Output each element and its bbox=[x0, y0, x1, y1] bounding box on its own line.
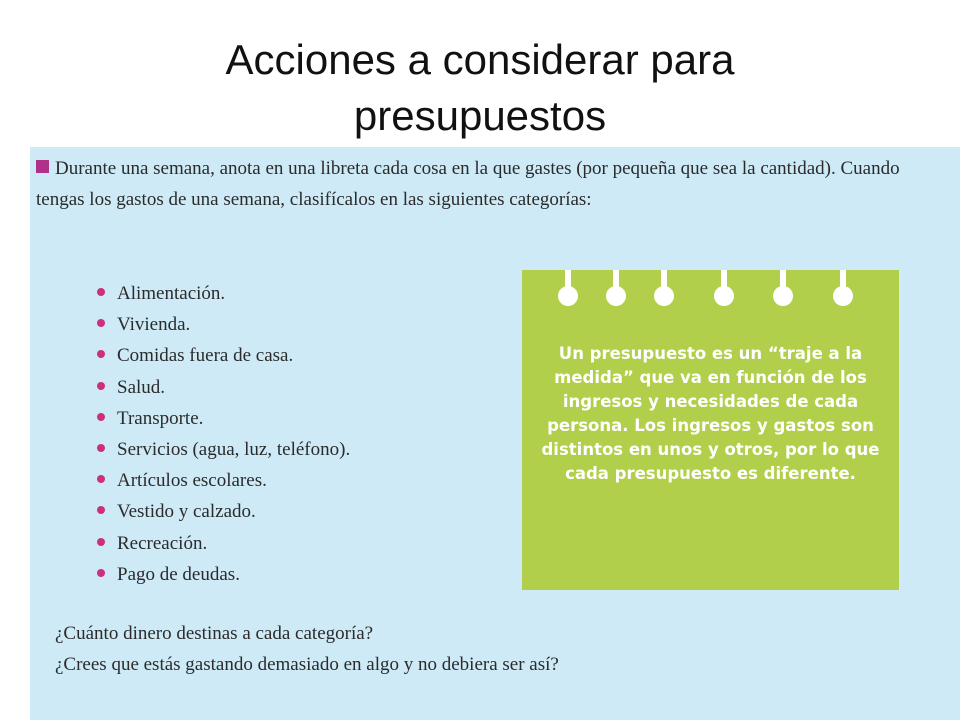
bullet-dot-icon bbox=[97, 319, 105, 327]
bullet-dot-icon bbox=[97, 413, 105, 421]
bullet-dot-icon bbox=[97, 444, 105, 452]
category-list bbox=[97, 278, 350, 590]
category-label: Comidas fuera de casa. bbox=[117, 345, 294, 367]
category-item bbox=[97, 403, 350, 434]
category-label: Transporte. bbox=[117, 407, 204, 429]
intro-paragraph bbox=[36, 153, 950, 215]
question-1: ¿Cuánto dinero destinas a cada categoría? bbox=[55, 623, 374, 644]
content-panel bbox=[30, 147, 960, 720]
bullet-dot-icon bbox=[97, 569, 105, 577]
category-label: Salud. bbox=[117, 376, 166, 398]
bullet-dot-icon bbox=[97, 382, 105, 390]
category-item bbox=[97, 559, 350, 590]
bullet-dot-icon bbox=[97, 506, 105, 514]
category-label: Recreación. bbox=[117, 532, 208, 554]
bullet-dot-icon bbox=[97, 350, 105, 358]
category-label: Artículos escolares. bbox=[117, 470, 267, 492]
category-item bbox=[97, 309, 350, 340]
bullet-dot-icon bbox=[97, 475, 105, 483]
category-item bbox=[97, 434, 350, 465]
title-line-1: Acciones a considerar para bbox=[225, 36, 735, 83]
category-label: Pago de deudas. bbox=[117, 563, 240, 585]
bullet-dot-icon bbox=[97, 538, 105, 546]
title-line-2: presupuestos bbox=[353, 92, 607, 139]
category-item bbox=[97, 465, 350, 496]
category-item bbox=[97, 496, 350, 527]
category-label: Servicios (agua, luz, teléfono). bbox=[117, 438, 351, 460]
note-text: Un presupuesto es un “traje a la medida” que va en función de los ingresos y necesidades de cada persona. Los ingresos y gastos son distintos en unos y otros, por lo que cada presupuesto es diferente. bbox=[541, 344, 880, 483]
notepad-note bbox=[522, 270, 899, 590]
notepad-rings-icon bbox=[522, 270, 899, 320]
question-2: ¿Crees que estás gastando demasiado en algo y no debiera ser así? bbox=[55, 654, 559, 675]
questions bbox=[55, 618, 559, 680]
slide-title bbox=[0, 32, 960, 144]
category-item bbox=[97, 528, 350, 559]
square-bullet-icon bbox=[36, 160, 49, 173]
category-item bbox=[97, 340, 350, 371]
category-item bbox=[97, 372, 350, 403]
category-label: Vivienda. bbox=[117, 314, 191, 336]
category-label: Vestido y calzado. bbox=[117, 501, 256, 523]
category-label: Alimentación. bbox=[117, 283, 226, 304]
category-item bbox=[97, 278, 350, 309]
intro-text: Durante una semana, anota en una libreta cada cosa en la que gastes (por pequeña que sea la cantidad). Cuando tengas los gastos de una semana, clasifícalos en las siguientes categorías: bbox=[36, 158, 900, 210]
bullet-dot-icon bbox=[97, 288, 105, 296]
